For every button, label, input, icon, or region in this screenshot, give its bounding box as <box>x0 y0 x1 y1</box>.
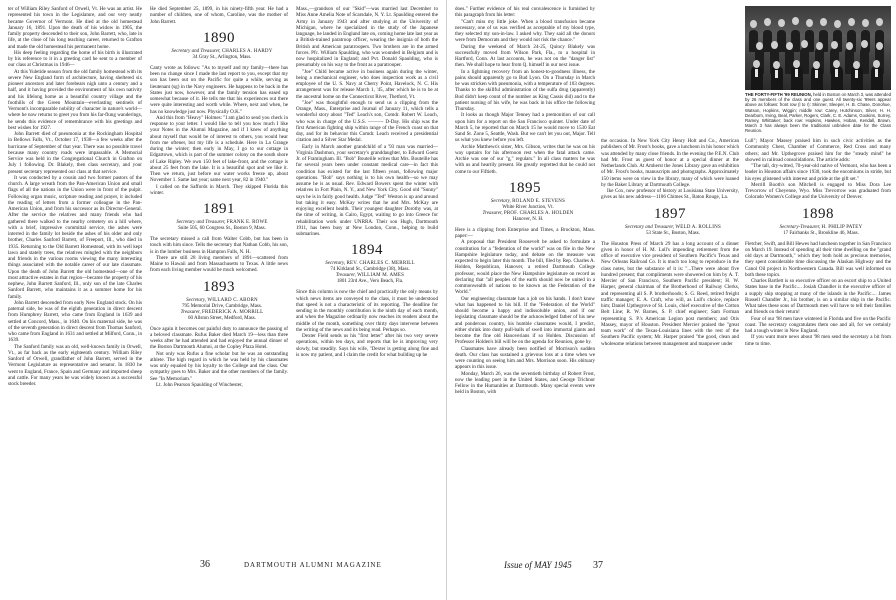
body-paragraph: I called on the Saffords in March. They skipped Florida this winter. <box>150 183 288 196</box>
right-column-3 <box>745 138 891 554</box>
officer-address: Suite 505, 60 Congress St., Boston 9, Mass. <box>178 226 266 231</box>
body-paragraph: Merrill Booth's son Mitchell is engaged to Miss Dora Lee Trevorrow of Cheyenne, Wyo. Miss Trevorrow was graduated from Colorado Women's College and the University of Denver. <box>745 181 891 201</box>
body-paragraph: Classmates have already been notified of Morrison's sudden death. Our class has sustained a grievous loss at a time when we were counting on seeing him and Mrs. Morrison soon. His obituary appears in this issue. <box>455 345 595 371</box>
class-year-heading: 1890 <box>203 29 235 46</box>
col-paragraphs <box>601 138 739 201</box>
left-column-1 <box>8 6 142 554</box>
body-paragraph: He died September 25, 1899, in his ninety-fifth year. He had a number of children, one of whom, Caroline, was the mother of John Barrett. <box>150 6 288 25</box>
body-paragraph: Here is a clipping from Enterprise and Times, a Brockton, Mass. paper:— <box>455 226 595 239</box>
body-paragraph: Our engineering classmate has a job on his hands. I don't know what has happened to his bill. If the "Federation of the World" should become a happy and indissoluble union, and if our legislating classmate should be the acknowledged father of his new and ponderous country, his humble classmates would, I predict, either shrink into dusty pull-balls of swell into immortal giants and become the fine old Hanoverians if so Holden. Discussion of Professor Holden's bill will be on the agenda for Reunion, gone by. <box>455 295 595 346</box>
officer-name: ROLAND E. STEVENS <box>512 198 566 204</box>
body-paragraph: "Joe" was thoughtful enough to send us a clipping from the Orange, Mass., Enterprise and Journal of January 11, which tells a wonderful story about "Ted" Leach's son, Comdr. Robert W. Leach, who was in charge of the U.S.S. ——— D-Day. His ship was the first American fighting ship within range of the French coast on that day, and for its behavior this Comdr. Leach received a presidential citation and a Silver Star Medal. <box>296 99 438 144</box>
body-paragraph: Dexter Field sends us his "first letter" after his two very severe operations, within ten days, and reports that he is improving very slowly, but steadily. Says his wife, "Dexter is getting along fine and is now my patient, and I claim the credit for what building up he <box>296 333 438 358</box>
officer-name: CHARLES A. HARDY <box>221 48 273 54</box>
officer-address: White River Junction, Vt. <box>502 204 554 210</box>
officer-role: Treasurer, <box>482 210 503 216</box>
officer-name: WILLIAM M. AMES <box>357 273 405 279</box>
caption-text: held in Boston on March 3, was attended by 26 members of the class and one guest. All twenty-six '99ers appear above as follows: front row (l to r): Skinner, Sleeper, H. B. Chase, Donohue, Watson, Hopkins, Wiggin; middle row: Carey, Hutchinson, Silver, H. H. Dearborn, Irving, Beal, Parker, Rogers, Clark, C. E. Adams, Gookins, Surrey, Ramey, Whittaker; back row: Hopkins, Hawkes, Hoban, Kendall, Brown. March 3 has always been the traditional unbroken date for the Class Reunion. <box>745 92 891 134</box>
page-number <box>200 560 210 570</box>
officer-name: WILLARD C. ABORN <box>207 297 258 303</box>
officer-address: 795 Memorial Drive, Cambridge, Mass. <box>181 303 263 309</box>
body-paragraph: Lull"; Mayor Massey praised him in such civic activities as the Community Chest, Chamber of Commerce, Red Cross and many others; and Mr. Upthegrove praised him for the "steady mind" he showed in railroad consolidations. The article adds: <box>745 138 891 163</box>
body-paragraph: And this from "Heavy" Holmes: "I am glad to send you check in response to your letter. I would like to tell you how much I like your Notes in the Alumni Magazine, and if I knew of anything about myself that would be of interest to others, you would hear from me oftener, but my life is a schedule. Here in La Grange during the winter; then early in May, I go to our cottage in Edgartown, which is part of the summer colony on the south shore of Lake Ripley. We own 150 feet of lake-front, and the cottage is about 25 feet from the lake. It is a beautiful spot and we like it. Then we return, just before our water works freeze up, about November 1. Same last year; same next year, 82 in 1940." <box>150 114 288 184</box>
body-paragraph: Archie Matthews's sister, Mrs. Gibson, writes that he was on his way upstairs for his afternoon rest when the fatal attack came. Archie was one of our "g," regulars." In all class matters he was with us and heartily present. He greatly regretted that he could not come to our Fiftieth. <box>455 143 595 175</box>
body-paragraph: A proposal that President Roosevelt be asked to formulate a constitution for a "federation of the world" was on file in the New Hampshire legislature today, and debate on the measure was expected to begin later this month. The bill, filed by Rep. Charles A. Holden, Republican, Hanover, a retired Dartmouth College professor, would place the New Hampshire legislature on record as declaring that "all peoples of the earth should now be united in a commonwealth of nations to be known as the Federation of the World." <box>455 239 595 296</box>
col-paragraphs <box>455 6 595 175</box>
officer-name: WELD A. ROLLINS <box>675 224 721 230</box>
body-paragraph: Lt. John Pearson Spaulding of Winchester, <box>156 381 243 388</box>
officer-role: Secretary and Treasurer, <box>176 220 226 225</box>
officer-address: 74 Kirkland St., Cambridge (38), Mass. <box>330 267 410 273</box>
page-number: 37 <box>593 560 603 571</box>
body-paragraph: "The tall, dry-witted, 70-year-old native of Vermont, who has been a leader in Houston affairs since 1930, took the encomiums in stride, but his eyes glistened with interest and pride at the gift set." <box>745 163 891 182</box>
body-paragraph: If you want more news about '98 men send the secretary a bit from time to time. <box>745 334 891 347</box>
col-paragraphs <box>296 289 438 358</box>
officer-role: Secretary and Treasurer, <box>171 48 221 54</box>
left-page <box>0 0 447 600</box>
left-column-3 <box>296 6 438 554</box>
col-paragraphs <box>745 138 891 201</box>
body-paragraph: In a lightning recovery from an honest-to-goodness illness, the pains should apparently go to Bud Lyon. On a Thursday in March he was stricken with pneumonia, with a temperature of 103 degrees. Thanks to the skillful administration of the sulfa drug (apparently) Bud didn't keep count of the number as King Cassis did) and to the patient nursing of his wife, he was back in his office the following Thursday. <box>455 68 595 112</box>
caption-lead: THE FORTY-FIFTH '99 REUNION, <box>745 92 812 97</box>
class-year-heading: 1891 <box>203 201 235 217</box>
officer-name: REV. CHARLES C. MERRILL <box>346 261 415 267</box>
body-paragraph: Ike Cox, now professor of history at Louisiana State University, gives as his new address—1106 Chimes St., Baton Rouge, La. <box>601 188 739 201</box>
photo-caption <box>745 92 891 134</box>
magazine-title: DARTMOUTH ALUMNI MAGAZINE <box>244 561 382 569</box>
class-year-heading: 1895 <box>509 179 541 196</box>
class-year-heading: 1893 <box>203 278 235 295</box>
right-page <box>449 0 896 600</box>
col-paragraphs <box>150 326 288 389</box>
col-paragraphs <box>296 6 438 237</box>
officer-address: 34 Gray St., Arlington, Mass. <box>192 54 252 60</box>
class-year-heading: 1894 <box>351 242 383 259</box>
officer-address: 17 Fairbanks St., Brookline 46, Mass. <box>783 230 859 236</box>
officer-name: FREDERICK A. MORRILL <box>201 309 264 315</box>
officer-address: 60 Allston Street, Medford, Mass. <box>188 315 256 321</box>
issue-date: Issue of MAY 1945 <box>504 560 572 570</box>
body-paragraph: John Barrett died of pneumonia at the Rockingham Hospital in Bellows Falls, Vt., October 17, 1938—a few weeks after the hurricane of September of that year. There was no possible travel because many country roads were impassable. A Memorial Service was held in the Congregational Church in Grafton on July 1 following. Dr. Blakely, then class secretary, and your present secretary represented our class at that service. <box>8 131 142 175</box>
body-paragraph: Mass.,—grandson of our "Skid"—was married last December to Miss Anne Amelia Note of Scarsdale, N. Y. Lt. Spaulding entered the Army in January 1943 and after studying at the University of Michigan, where he specialized in the study of the Japanese language, he landed in England late on, coming home late last year as a British-trained paratroop officer, wearing the insignia of both the British and American paratroopers. Two brothers are in the armed forces. Pfc. William Spaulding, who was wounded in Belgium and is now hospitalized in England; and Pvt. Donald Spaulding, who is presumably on his way to the front as a paratrooper. <box>296 6 438 69</box>
right-column-1 <box>455 6 595 554</box>
body-paragraph: "Can't miss my little joke. When a blood transfusion became necessary, one of us was verified as acceptable of my blood type, they selected my son-in-law. I asked why. They said all the donors were from Democrats and they would not risk the chance." <box>455 18 595 44</box>
officer-role: Treasurer, <box>335 273 356 279</box>
body-paragraph: There are still 28 living members of 1891—scattered from Maine to Hawaii and from Massachusetts to Texas. A little news from each living member would be much welcomed. <box>150 254 288 274</box>
officer-name: H. PHILIP PATEY <box>821 224 863 230</box>
col-paragraphs <box>745 241 891 347</box>
body-paragraph: The secretary missed a call from Walter Cobb, but has been in touch with him since. Tells the secretary that Nathan Cobb, his son, is in the lumber business in Hampton Falls, N. H. <box>150 236 288 255</box>
officer-name: FRANK E. ROWE <box>226 220 268 225</box>
officer-address: 53 State St., Boston, Mass. <box>646 230 700 236</box>
body-paragraph: "Joe" Child became active in business again during the winter, being a mechanical engineer, who does inspection work as a civil employee of the U. S. Navy at Cherry Point, Havelock, N. C. His arrangement was for release March 1, '45, after which he is to be at the ancestral home on the Connecticut River, Thetford, Vt. <box>296 68 438 100</box>
body-paragraph: John Barrett descended from early New England stock. On his paternal side, he was of the eighth generation in direct descent from Humphrey Barrett, who came from England in 1639 and settled at Concord, Mass., in 1640. On his maternal side, he was of the seventh generation in direct descent from Thomas Sanford, who came from England in 1631 and settled at Milford, Conn., in 1639. <box>8 299 142 344</box>
class-year-heading: 1897 <box>654 205 686 222</box>
col-paragraphs <box>150 6 288 25</box>
officer-role: Treasurer, <box>180 309 201 315</box>
body-paragraph: Charles Bartlett is so executive officer on an escort ship to a United States base in the Pacific.... Josiah Chandler is the executive officer of a supply ship stopping at many of the islands in the Pacific.... James Russell Chandler Jr., his brother, is on a similar ship in the Pacific. What tales these sons of Dartmouth men will have to tell their families and friends on their return! <box>745 278 891 316</box>
class-year-heading: 1898 <box>802 205 834 222</box>
right-column-2 <box>601 138 739 554</box>
body-paragraph: The Houston Press of March 29 has a long account of a dinner given in honor of H. M. Lull's impending retirement from the office of executive vice president of Southern Pacific's Texas and New Orleans Railroad Co. It is much too long to reproduce in the class notes, but the substance of it is: "...There were about five hundred present; that compliments were showered on him by A. T. Mercier of San Francisco, Southern Pacific president; H. W. Harper, general chairman of the Brotherhood of Railway Clerks, and representing all S. P. brotherhoods; S. G. Reed, retired freight traffic manager; E. A. Craft, who will, as Lull's choice, replace him; Daniel Upthegrove of St. Louis, chief executive of the Cotton Belt Line; R. W. Barnes, S. P. chief engineer; Sam Forman representing S. P.'s American Legion post members; and Otis Massey, mayor of Houston. President Mercier praised the "great team work" of the Texas-Louisiana lines with the rest of the Southern Pacific system; Mr. Harper praised "the good, clean and wholesome relations between management and manpower under <box>601 240 739 347</box>
body-paragraph: At this Yuletide season from the old family homestead with its severe New England form of architecture, having sheltered six pioneer ancestors and later forebears nigh unto a century and a half, and it having provided the environment of his own nativity and his lifelong home as a beautiful country village and the foothills of the Green Mountain—everlasting sentinels of Vermont's incomparable nobility of character in nature's world—where he now returns to greet you from his far-flung wanderings, he sends this evidence of remembrance with his greetings and best wishes for 1927. <box>8 68 142 131</box>
body-paragraph: Canty wrote as follows: "As to myself and my family—there has been no change since I made the last report to you, except that my son has been out on the Pacific for quite a while, serving as lieutenant (sg) in the Navy engineers. He happens to be back in the States just now, however, and the family tension has eased up somewhat because of it. He tells me that his experiences out there were quite interesting and worth while. Where, next and when, he has no knowledge just now. Physically O.K." <box>150 64 288 115</box>
page-number-text: 36 <box>200 559 210 570</box>
class-officer <box>150 49 288 55</box>
officer-role: Secretary, <box>490 198 511 204</box>
officer-role: Secretary-Treasurer, <box>779 224 821 230</box>
body-paragraph: Fletcher, Swift, and Bill Hewes had luncheon together in San Francisco on March 19. Instead of spending all their time dwelling on the "grand old days at Dartmouth," which they both hold as precious memories, they spent considerable time discussing the Alaskan Highway and the Canol Oil project in Northwestern Canada. Bill was well informed on both these topics. <box>745 240 891 278</box>
body-paragraph: It was conducted by a cousin and two former pastors of the church. A large wreath from the Pan-American Union and small flags of all the nations in the Union were in front of the pulpit. Following organ music, scripture reading and prayer, it included the reading of letters from a former colleague in the Pan-American Union, and from his successor as its Director-General. After the service the relatives and many friends who had gathered there walked to the nearby cemetery on a hill where, with a brief, impressive committal service, the ashes were interred in the family lot beside the ashes of his older and only brother, Charles Sanford Barrett, of Freeport, Ill., who died in 1935. Returning to the Old Barrett Homestead, with its well kept lawn and stately trees, the relatives mingled with the neighbors and friends in the various rooms viewing the many interesting things associated with the notable career of our late classmate. Upon the death of John Barrett the old homestead—one of the most attractive estates in that region—became the property of his nephew, John Barrett Sanford, Ill., only son of the late Charles Sanford Barrett, who maintains it as a summer home for his family. <box>8 174 142 300</box>
body-paragraph: Once again it becomes our painful duty to announce the passing of a beloved classmate. Rufus Baker died March 19—less than three weeks after he had attended and had enjoyed the annual dinner of the Boston Dartmouth Alumni, at the Copley Plaza Hotel. <box>150 325 288 351</box>
officer-address: Hanover, N. H. <box>512 216 544 222</box>
body-paragraph: does." Further evidence of his real convalescence is furnished by this paragraph from his letter: <box>455 6 595 19</box>
officer-role: Secretary, <box>186 297 207 303</box>
col-paragraphs <box>455 227 595 396</box>
body-paragraph: Four of our '98 men have wintered in Florida and five on the Pacific coast. The secretary congratulates them one and all, for we certainly had a tough winter in New England. <box>745 315 891 334</box>
officer-role: Secretary, <box>325 261 346 267</box>
body-paragraph: Since this column is now the chief and practically the only means by which news items are conveyed to the class, it must be understood that speed is not a characteristic of its reporting. The deadline for sending in the monthly contribution is the ninth day of each month, and when the Magazine ordinarily now reaches its readers about the middle of the month, something over thirty days intervene between the writing of the news and its being read. Perhaps so. <box>296 289 438 333</box>
body-paragraph: The Sanford family was an old, well-known family in Orwell, Vt., as far back as the early eighteenth century. William Riley Sanford of Orwell, grandfather of John Barrett, served in the Vermont Legislature as representative and senator. In 1830 he went to England, France, Spain and Germany and imported sheep and cattle. For many years he was widely known as a successful stock breeder. <box>8 343 142 387</box>
col-paragraphs <box>150 236 288 274</box>
col-paragraphs <box>8 6 142 387</box>
col-paragraphs <box>150 65 288 196</box>
body-paragraph: the occasion. In New York City Henry Holt and Co., American publishers of Mr. Frost's books, gave a luncheon in his honor which was attended by many close friends. In the evening the P.E.N. Club had Mr. Frost as guest of honor at a special dinner at the Netherlands Club. At Amherst the Jones Library gave an exhibition of Mr. Frost's books, manuscripts and photographs. Approximately 150 items were on view in the library, many of which were loaned by the Baker Library at Dartmouth College. <box>601 138 739 188</box>
officer-name: PROF. CHARLES A. HOLDEN <box>503 210 574 216</box>
officer-role: Secretary and Treasurer, <box>625 224 675 230</box>
col-paragraphs <box>601 241 739 347</box>
body-paragraph: Early in March another grandchild of a '93 man was married—Virginia Dashmon, your secretary's granddaughter, to Edward Goetz Jr. of Framingham. Ill. "Bob" Bouteille writes that Mrs. Bouteille has for several years been under constant medical care—in fact this condition has existed for the last fifteen years, following major operations. "Bob" says nothing is to his own health—so we may assume he is as usual. Rev. Edward Bowers spent the winter with relatives in Fort Plain, N. Y., and New York City. Good old "Sunny" says he is in fairly good health. Judge "Ted" Weston is up and around but taking it easy. McKay writes that he and Mrs. McKay are enjoying excellent health. Their youngest daughter Dorothy was, at the time of writing, in Cairo, Egypt, waiting to go into Greece for rehabilitation work under UNRRA. Their son Hugh, Dartmouth 1911, has been busy at New London, Conn., helping to build submarines. <box>296 143 438 237</box>
body-paragraph: It looks as though Major Tenney had a premonition of our call upon him for a report on the San Francisco quintet. Under date of March 5, he reported that on March 15 he would move to 1530 Eat Sand St. Zone 5, Seattle, Wash. But we can't let you out, Major. Tell us what you knew before you left. <box>455 112 595 144</box>
body-paragraph: His deep feeling regarding the home of his birth is illustrated by his reference to it in a greeting card he sent to a member of our class at Christmas in 1946— <box>8 49 142 69</box>
officer-address: 1801 23rd Ave., Vero Beach, Fla. <box>336 279 404 285</box>
left-column-2 <box>150 6 288 554</box>
body-paragraph: Monday, March 26, was the seventieth birthday of Robert Frost, now the leading poet in the United States, and George Trichnor Fellow in the Humanities at Dartmouth. Many special events were held in Boston, with <box>455 370 595 396</box>
body-paragraph: During the weekend of March 24-25, Quincy Blakely was successfully moved from Wilson Park, Fla., to a hospital in Hartford, Conn. At last accounts, he was not on the "danger list" then. We shall hope to hear from Q. himself in our next issue. <box>455 43 595 69</box>
body-paragraph: ter of William Riley Sanford of Orwell, Vt. He was an artist. He represented his town in the Legislature, and our very neatly became Governor of Vermont. He died at the old homestead January 16, 1891. Upon the death of his widow in 1905, the family property descended to their son, John Barrett, who, late in life, at the close of his long teaching career, returned to Grafton and made the old homestead his permanent home. <box>8 6 142 50</box>
body-paragraph: Not only was Rufus a fine scholar but he was an outstanding athlete. The high regard in which he was held by his classmates was only equaled by his loyalty to the College and the class. Our sympathy goes to Mrs. Baker and the other members of the family. See "In Memoriam." <box>150 350 288 382</box>
reunion-group-photo <box>745 6 891 90</box>
